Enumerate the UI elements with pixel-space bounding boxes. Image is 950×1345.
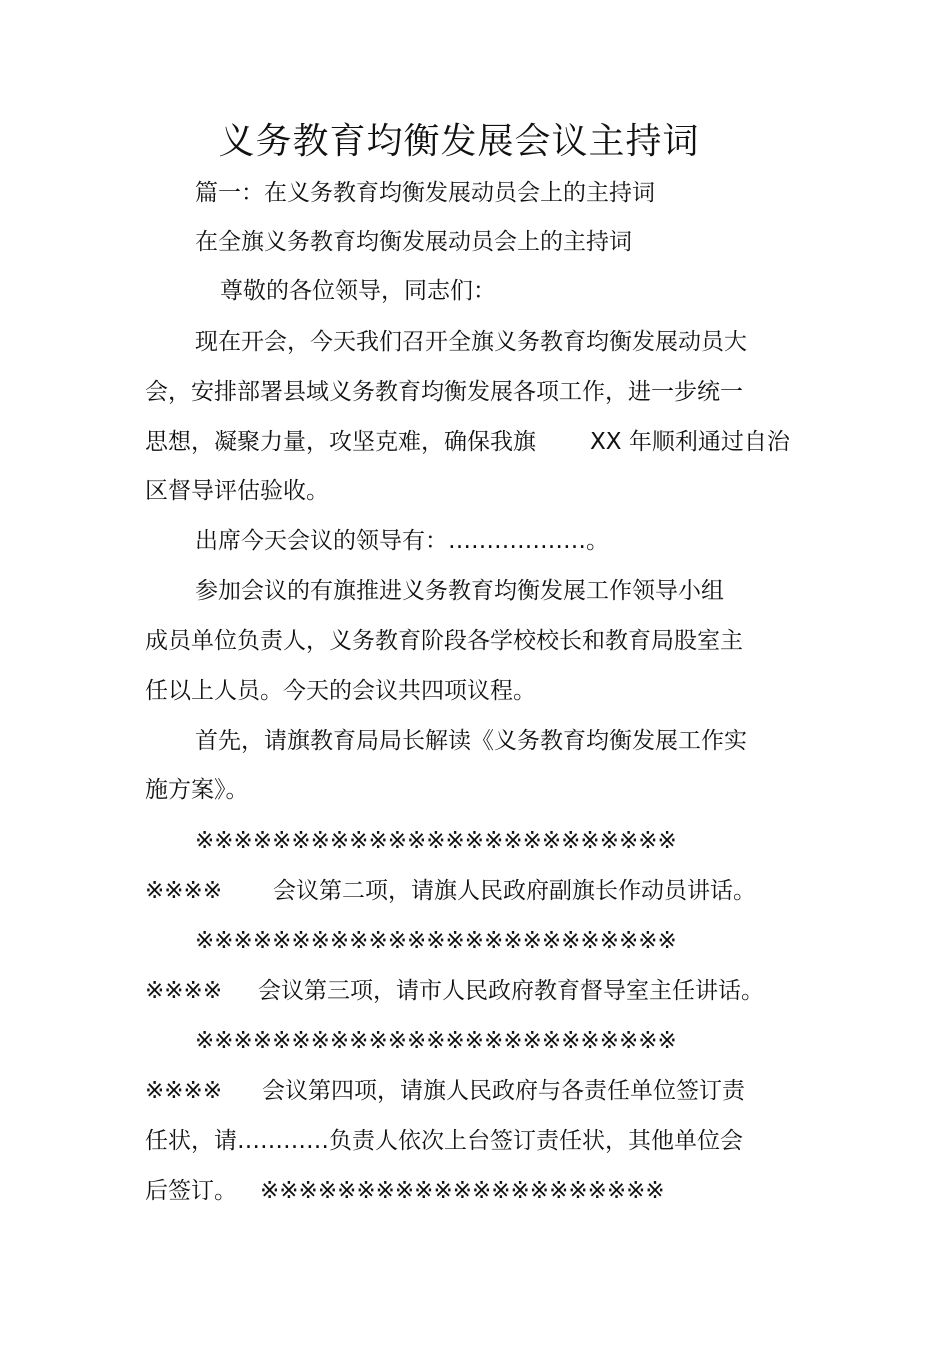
paragraph-line: 成员单位负责人，义务教育阶段各学校校长和教育局股室主: [145, 628, 743, 654]
section-heading: 篇一：在义务教育均衡发展动员会上的主持词: [195, 180, 655, 206]
paragraph-line: 首先，请旗教育局局长解读《义务教育均衡发展工作实: [195, 728, 747, 754]
document-title: 义务教育均衡发展会议主持词: [218, 121, 700, 162]
paragraph-line: 施方案》。: [145, 777, 249, 803]
separator-stars: ※※※※: [145, 1078, 223, 1104]
agenda-item: 会议第三项，请市人民政府教育督导室主任讲话。: [258, 978, 764, 1004]
agenda-item: 会议第四项，请旗人民政府与各责任单位签订责: [262, 1078, 745, 1104]
agenda-item: 会议第二项，请旗人民政府副旗长作动员讲话。: [273, 878, 756, 904]
separator-stars: ※※※※: [145, 978, 223, 1004]
paragraph-line: 参加会议的有旗推进义务教育均衡发展工作领导小组: [195, 578, 724, 604]
separator-stars: ※※※※: [145, 878, 223, 904]
separator-stars: ※※※※※※※※※※※※※※※※※※※※※※※※※: [195, 928, 677, 954]
separator-stars: ※※※※※※※※※※※※※※※※※※※※※※※※※: [195, 828, 677, 854]
paragraph-line: 区督导评估验收。: [145, 478, 329, 504]
separator-stars: ※※※※※※※※※※※※※※※※※※※※※※※※※: [195, 1028, 677, 1054]
separator-stars: ※※※※※※※※※※※※※※※※※※※※※: [260, 1178, 665, 1204]
paragraph-line: 思想，凝聚力量，攻坚克难，确保我旗: [145, 429, 536, 455]
paragraph-line: XX 年顺利通过自治: [590, 429, 790, 455]
paragraph-line: 任以上人员。今天的会议共四项议程。: [145, 678, 536, 704]
paragraph-line: 任状，请…………负责人依次上台签订责任状，其他单位会: [145, 1128, 743, 1154]
paragraph-line: 后签订。: [145, 1178, 237, 1204]
speech-title: 在全旗义务教育均衡发展动员会上的主持词: [195, 229, 632, 255]
paragraph-line: 出席今天会议的领导有：………………。: [195, 528, 609, 554]
salutation: 尊敬的各位领导，同志们：: [220, 278, 496, 304]
paragraph-line: 会，安排部署县域义务教育均衡发展各项工作，进一步统一: [145, 379, 743, 405]
paragraph-line: 现在开会，今天我们召开全旗义务教育均衡发展动员大: [195, 329, 747, 355]
